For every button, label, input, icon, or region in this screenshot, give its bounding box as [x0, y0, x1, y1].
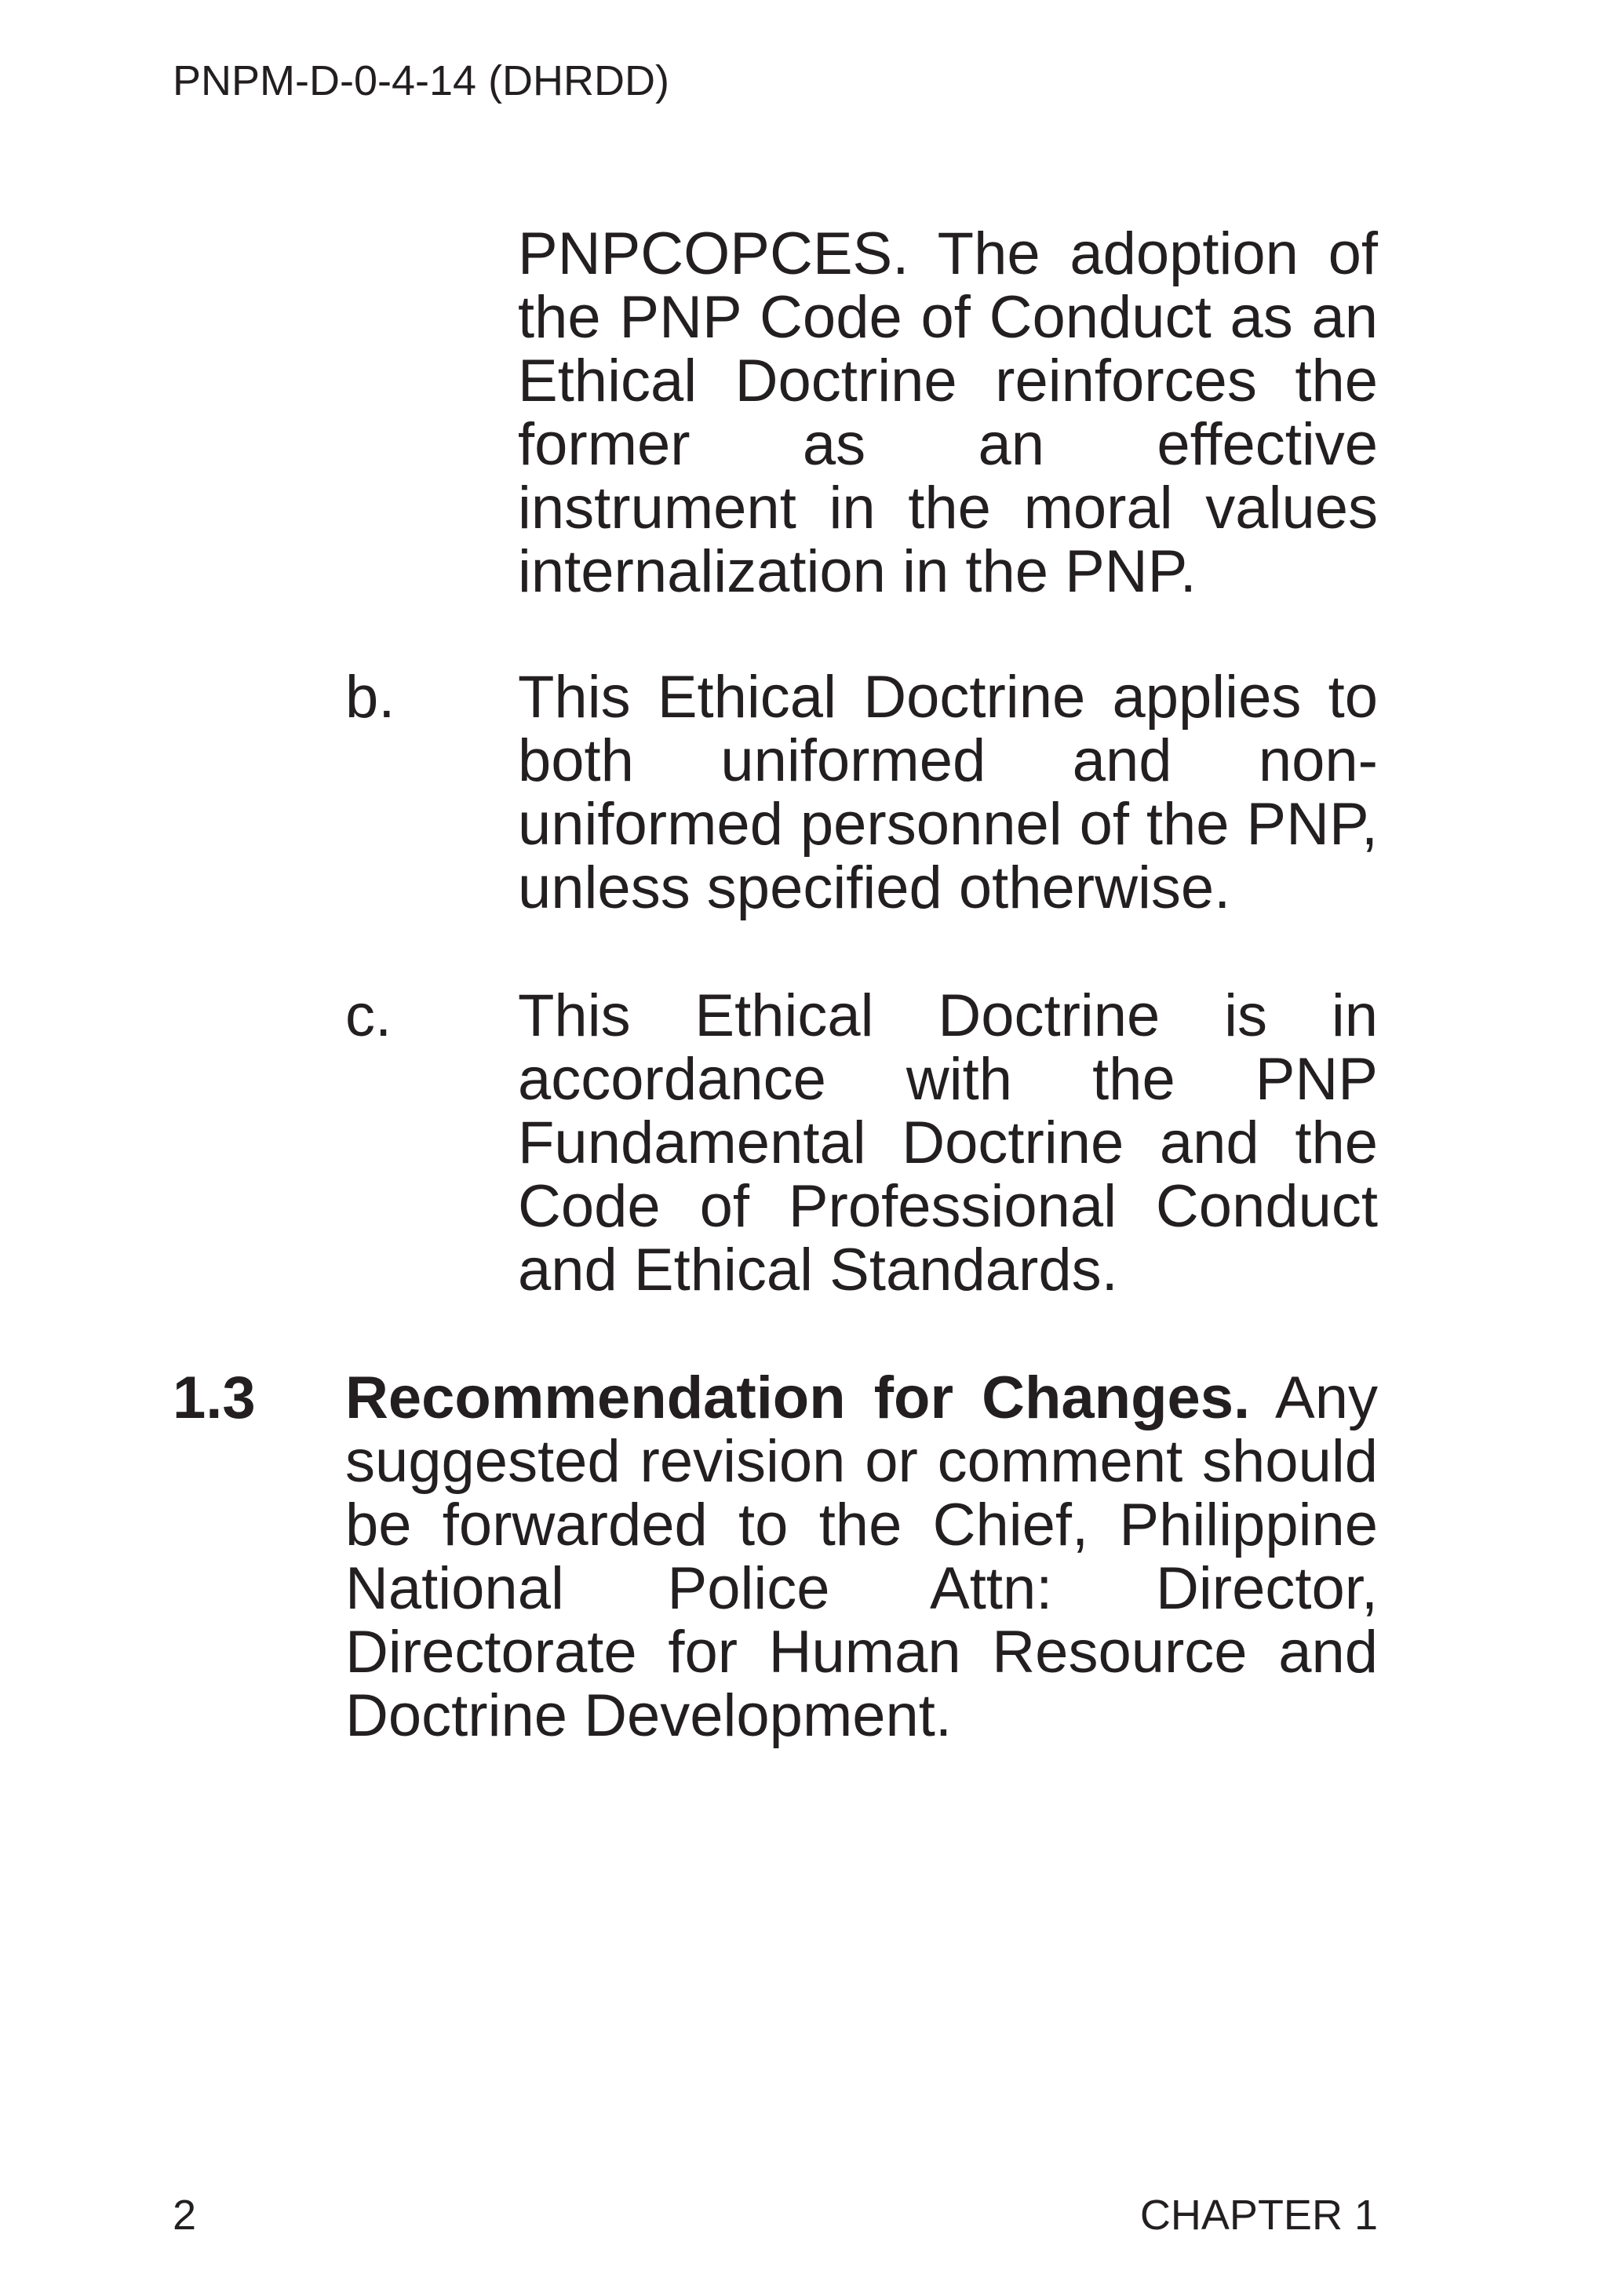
list-item-marker: c.: [345, 982, 392, 1049]
continuation-paragraph: [518, 222, 1378, 603]
page-number: 2: [173, 2192, 197, 2239]
document-code: PNPM-D-0-4-14 (DHRDD): [173, 57, 670, 104]
list-item: [345, 984, 1378, 1302]
chapter-label: CHAPTER 1: [1139, 2192, 1378, 2239]
section-heading: Recommendation for Changes.: [345, 1365, 1251, 1431]
list-item-text: This Ethical Doctrine is in accordance with the PNP Fundamental Doctrine and the Code of Professional Conduct and Ethical Standards.: [518, 982, 1378, 1303]
continuation-text: PNPCOPCES. The adoption of the PNP Code of Conduct as an Ethical Doctrine reinforces the former as an effective instrument in the moral values internalization in the PNP.: [518, 220, 1378, 605]
section-text: Any suggested revision or comment should be forwarded to the Chief, Philippine National Police Attn: Director, Directorate for Human Resource and Doctrine Development.: [345, 1365, 1379, 1749]
section-number: 1.3: [173, 1365, 256, 1431]
section-body: [345, 1366, 1378, 1748]
list-item-marker: b.: [345, 664, 395, 731]
section-1-3: [173, 1366, 1378, 1748]
list-item-text: This Ethical Doctrine applies to both uniformed and non-uniformed personnel of the PNP, unless specified otherwise.: [518, 664, 1378, 921]
list-item: [345, 665, 1378, 920]
